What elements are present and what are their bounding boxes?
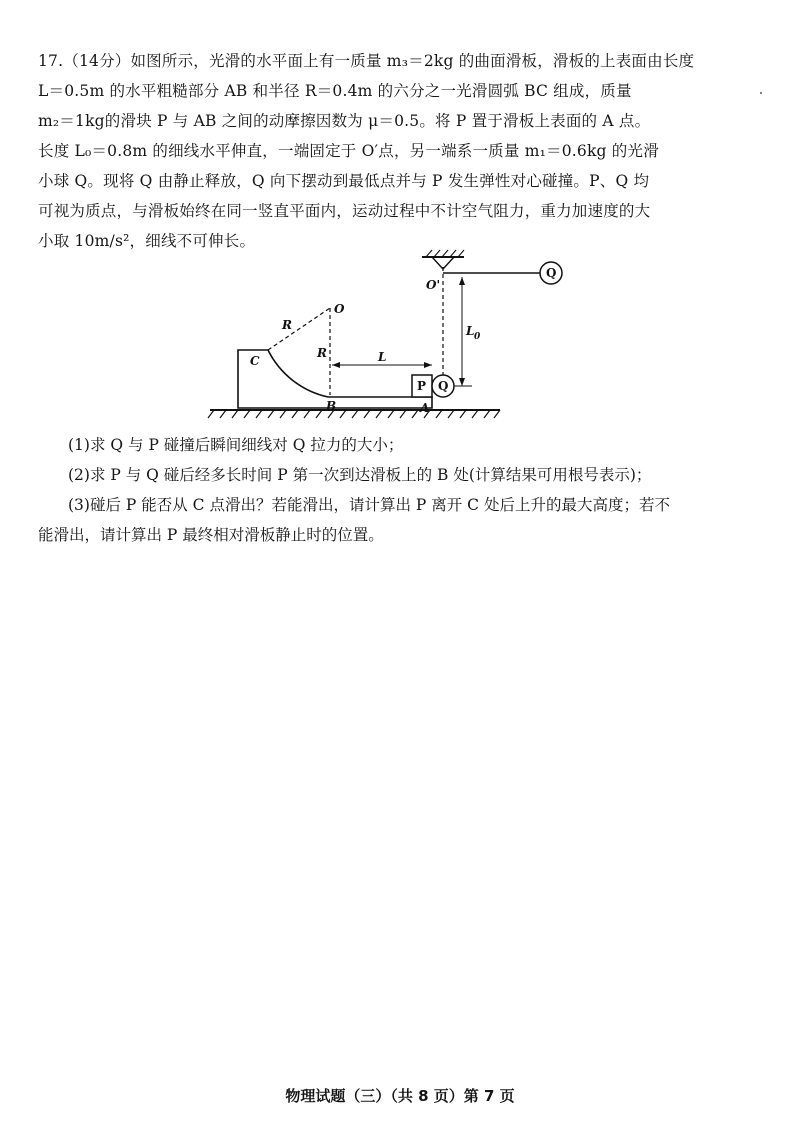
label-B: B xyxy=(326,399,337,413)
L-arrow-left xyxy=(332,362,340,368)
radius-OC-dashed xyxy=(268,308,330,350)
L0-arrow-bottom xyxy=(459,378,465,386)
label-Q-low: Q xyxy=(438,379,449,393)
label-R-side: R xyxy=(317,346,327,360)
L-arrow-right xyxy=(424,362,432,368)
question-3-line-2: 能滑出，请计算出 P 最终相对滑板静止时的位置。 xyxy=(38,526,384,544)
problem-statement xyxy=(38,46,758,256)
ground-hatching xyxy=(208,410,500,418)
problem-line-4: 长度 L₀＝0.8m 的细线水平伸直，一端固定于 O′点，另一端系一质量 m₁＝0.6kg 的光滑 xyxy=(38,142,659,160)
problem-line-3: m₂＝1kg的滑块 P 与 AB 之间的动摩擦因数为 μ＝0.5。将 P 置于滑板上表面的 A 点。 xyxy=(38,112,651,130)
questions xyxy=(38,430,758,550)
stray-dot xyxy=(760,92,762,94)
label-R-top: R xyxy=(282,318,292,332)
L0-arrow-top xyxy=(459,277,465,285)
support-right xyxy=(443,257,454,269)
label-L0: L xyxy=(466,324,475,338)
label-P: P xyxy=(417,379,427,393)
label-O-prime: O' xyxy=(426,278,441,292)
support-left xyxy=(432,257,443,269)
label-O: O xyxy=(334,302,345,316)
page-footer: 物理试题（三）（共 8 页）第 7 页 xyxy=(285,1087,515,1105)
problem-line-2: L＝0.5m 的水平粗糙部分 AB 和半径 R＝0.4m 的六分之一光滑圆弧 BC 组成，质量 xyxy=(38,82,632,100)
label-C: C xyxy=(250,354,260,368)
physics-diagram xyxy=(200,245,580,425)
question-3-line-1: (3)碰后 P 能否从 C 点滑出？若能滑出，请计算出 P 离开 C 处后上升的最大高度；若不 xyxy=(68,496,670,514)
diagram-svg xyxy=(200,245,580,425)
ceiling-hatching xyxy=(426,250,464,257)
question-1: (1)求 Q 与 P 碰撞后瞬间细线对 Q 拉力的大小； xyxy=(68,436,404,454)
question-2: (2)求 P 与 Q 碰后经多长时间 P 第一次到达滑板上的 B 处(计算结果可用根号表示)； xyxy=(68,466,652,484)
problem-line-5: 小球 Q。现将 Q 由静止释放，Q 向下摆动到最低点并与 P 发生弹性对心碰撞。P、Q 均 xyxy=(38,172,650,190)
label-L: L xyxy=(378,350,387,364)
label-Q-high: Q xyxy=(546,266,557,280)
problem-line-6: 可视为质点，与滑板始终在同一竖直平面内，运动过程中不计空气阻力，重力加速度的大 xyxy=(38,202,651,220)
label-A: A xyxy=(420,401,430,415)
problem-line-7: 小取 10m/s²，细线不可伸长。 xyxy=(38,232,256,250)
label-L0-subscript: 0 xyxy=(474,332,481,342)
problem-line-1: 17.（14分）如图所示，光滑的水平面上有一质量 m₃＝2kg 的曲面滑板，滑板的上表面由长度 xyxy=(38,52,695,70)
